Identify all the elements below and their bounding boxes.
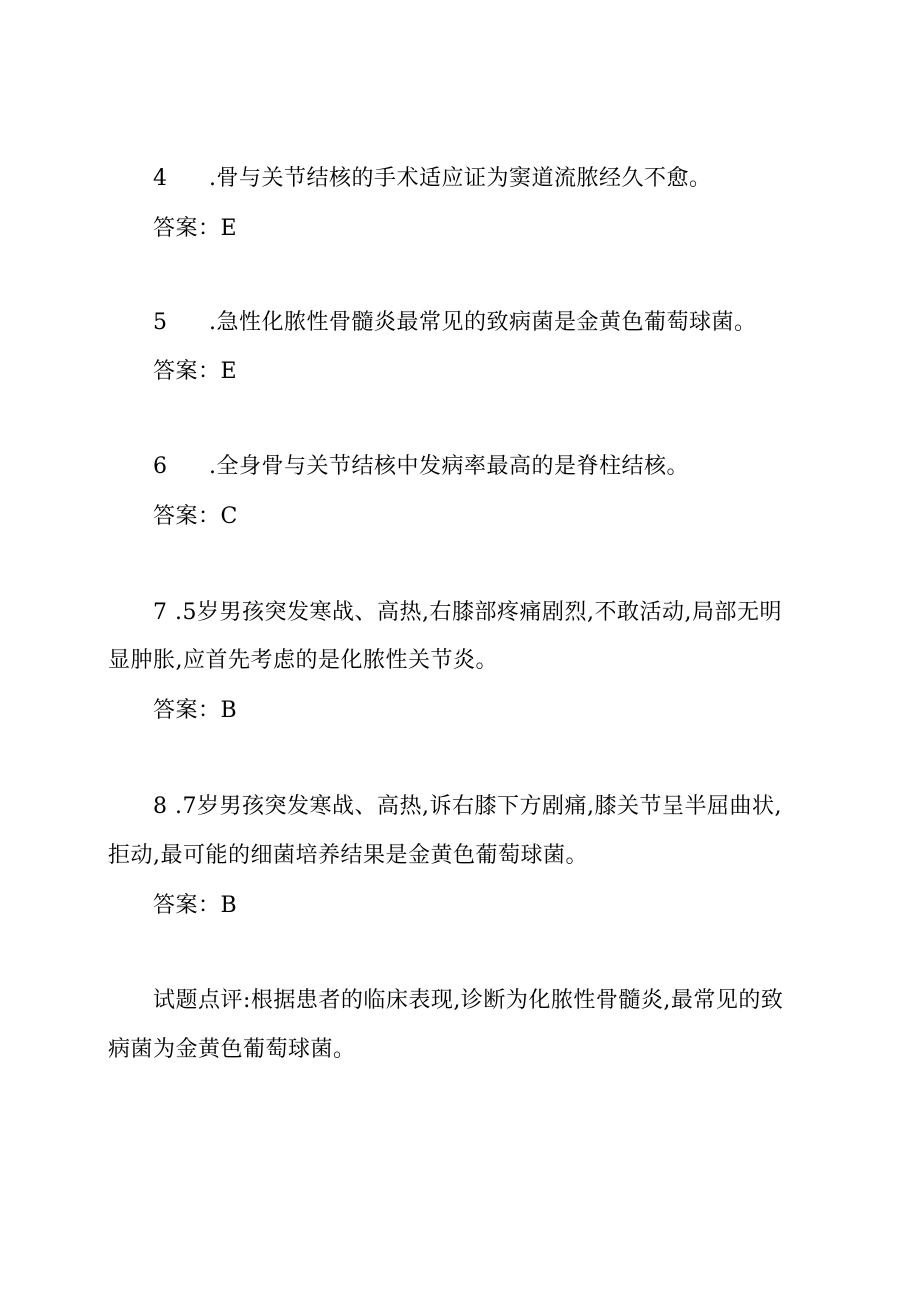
answer-5: 答案：E: [153, 359, 238, 384]
commentary-line2: 病菌为金黄色葡萄球菌。: [108, 1037, 356, 1062]
answer-8: 答案：B: [153, 893, 238, 918]
question-number: 8: [153, 794, 168, 819]
question-number: 5: [153, 310, 168, 335]
question-text: .骨与关节结核的手术适应证为窦道流脓经久不愈。: [209, 166, 712, 191]
question-7: [153, 598, 782, 628]
question-text-line1: .5岁男孩突发寒战、高热,右膝部疼痛剧烈,不敢活动,局部无明: [175, 600, 782, 625]
question-6: [153, 452, 689, 482]
answer-4: 答案：E: [153, 216, 238, 241]
question-5: [153, 308, 757, 338]
question-8-continuation: 拒动,最可能的细菌培养结果是金黄色葡萄球菌。: [108, 843, 588, 868]
question-number: 7: [153, 600, 168, 625]
question-text: .全身骨与关节结核中发病率最高的是脊柱结核。: [209, 454, 689, 479]
question-7-continuation: 显肿胀,应首先考虑的是化脓性关节炎。: [108, 648, 498, 673]
question-8: [153, 792, 782, 822]
question-number: 4: [153, 166, 168, 191]
answer-7: 答案：B: [153, 698, 238, 723]
commentary-line1: 试题点评:根据患者的临床表现,诊断为化脓性骨髓炎,最常见的致: [153, 988, 784, 1013]
question-4: [153, 164, 712, 194]
question-text: .急性化脓性骨髓炎最常见的致病菌是金黄色葡萄球菌。: [209, 310, 757, 335]
answer-6: 答案：C: [153, 504, 238, 529]
question-text-line1: .7岁男孩突发寒战、高热,诉右膝下方剧痛,膝关节呈半屈曲状,: [175, 794, 782, 819]
question-number: 6: [153, 454, 168, 479]
